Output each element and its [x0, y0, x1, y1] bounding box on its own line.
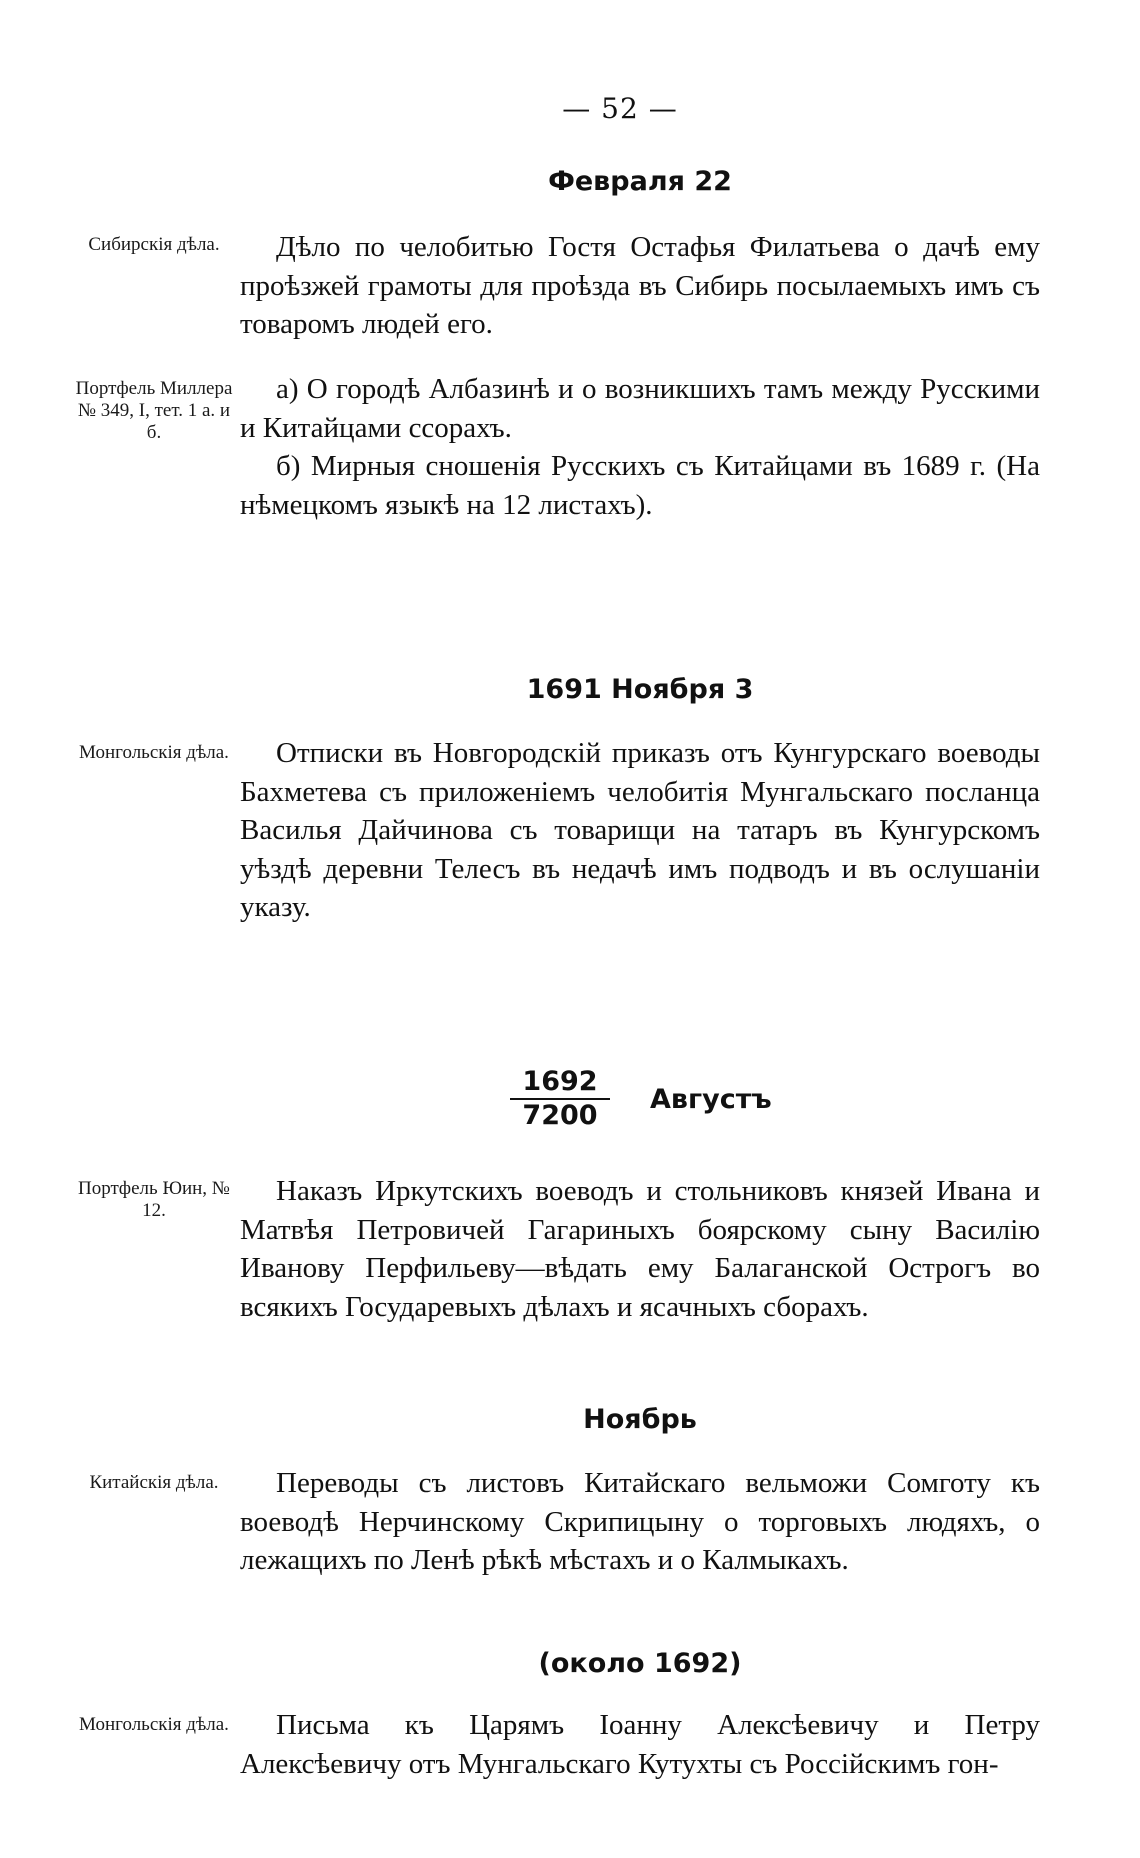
entry-paragraph: Отписки въ Новгородскій приказъ отъ Кунгурскаго воеводы Бахметева съ приложеніемъ челобитія Мунгальскаго посланца Василья Дайчинова съ товарищи на татаръ въ Кунгурскомъ уѣздѣ деревни Телесъ въ недачѣ имъ подводъ и въ ослушаніи указу. [240, 737, 1040, 923]
fraction-month: Августъ [650, 1083, 772, 1115]
section-heading-feb-22: Февраля 22 [548, 166, 732, 197]
entry-paragraph: Дѣло по челобитью Гостя Остафья Филатьева о дачѣ ему проѣзжей грамоты для проѣзда въ Сибирь посылаемыхъ имъ съ товаромъ людей его. [240, 231, 1040, 340]
fraction-numerator: 1692 [522, 1066, 598, 1097]
entry-paragraph: Переводы съ листовъ Китайскаго вельможи Сомготу къ воеводѣ Нерчинскому Скрипицыну о торговыхъ людяхъ, о лежащихъ по Ленѣ рѣкѣ мѣстахъ и о Калмыкахъ. [240, 1467, 1040, 1576]
entry-irkutsk-instruction [240, 1172, 1040, 1326]
entry-somgotu-translations [240, 1464, 1040, 1580]
section-heading-november: Ноябрь [583, 1404, 697, 1435]
entry-albazin [240, 370, 1040, 524]
fraction-denominator: 7200 [522, 1100, 598, 1131]
entry-paragraph: Письма къ Царямъ Іоанну Алексѣевичу и Петру Алексѣевичу отъ Мунгальскаго Кутухты съ Россійскимъ гон- [240, 1709, 1040, 1780]
section-heading-circa-1692: (около 1692) [538, 1648, 742, 1679]
margin-note-siberian-affairs: Сибирскія дѣла. [88, 234, 220, 255]
entry-paragraph: Наказъ Иркутскихъ воеводъ и стольниковъ князей Ивана и Матвѣя Петровичей Гагариныхъ боярскому сыну Василію Иванову Перфильеву—вѣдать ему Балаганской Острогъ во всякихъ Государевыхъ дѣлахъ и ясачныхъ сборахъ. [240, 1175, 1040, 1323]
entry-kungur-reports [240, 734, 1040, 927]
entry-filatiev-petition [240, 228, 1040, 344]
entry-paragraph-a: а) О городѣ Албазинѣ и о возникшихъ тамъ между Русскими и Китайцами ссорахъ. [240, 373, 1040, 444]
entry-kutukhta-letters [240, 1706, 1040, 1783]
margin-note-yuin-portfolio: Портфель Юин, № 12. [78, 1178, 230, 1221]
year-fraction [510, 1066, 610, 1132]
section-heading-1691-nov-3: 1691 Ноября 3 [526, 674, 754, 705]
page-number: — 52 — [562, 92, 678, 125]
margin-note-chinese-affairs: Китайскія дѣла. [89, 1472, 219, 1493]
margin-note-mongolian-affairs-2: Монгольскія дѣла. [79, 1714, 229, 1735]
section-heading-1692-august [510, 1066, 772, 1132]
margin-note-miller-portfolio: Портфель Миллера № 349, I, тет. 1 а. и б. [75, 378, 233, 443]
entry-paragraph-b: б) Мирныя сношенія Русскихъ съ Китайцами въ 1689 г. (На нѣмецкомъ языкѣ на 12 листахъ). [240, 450, 1040, 521]
margin-note-mongolian-affairs: Монгольскія дѣла. [79, 742, 229, 763]
